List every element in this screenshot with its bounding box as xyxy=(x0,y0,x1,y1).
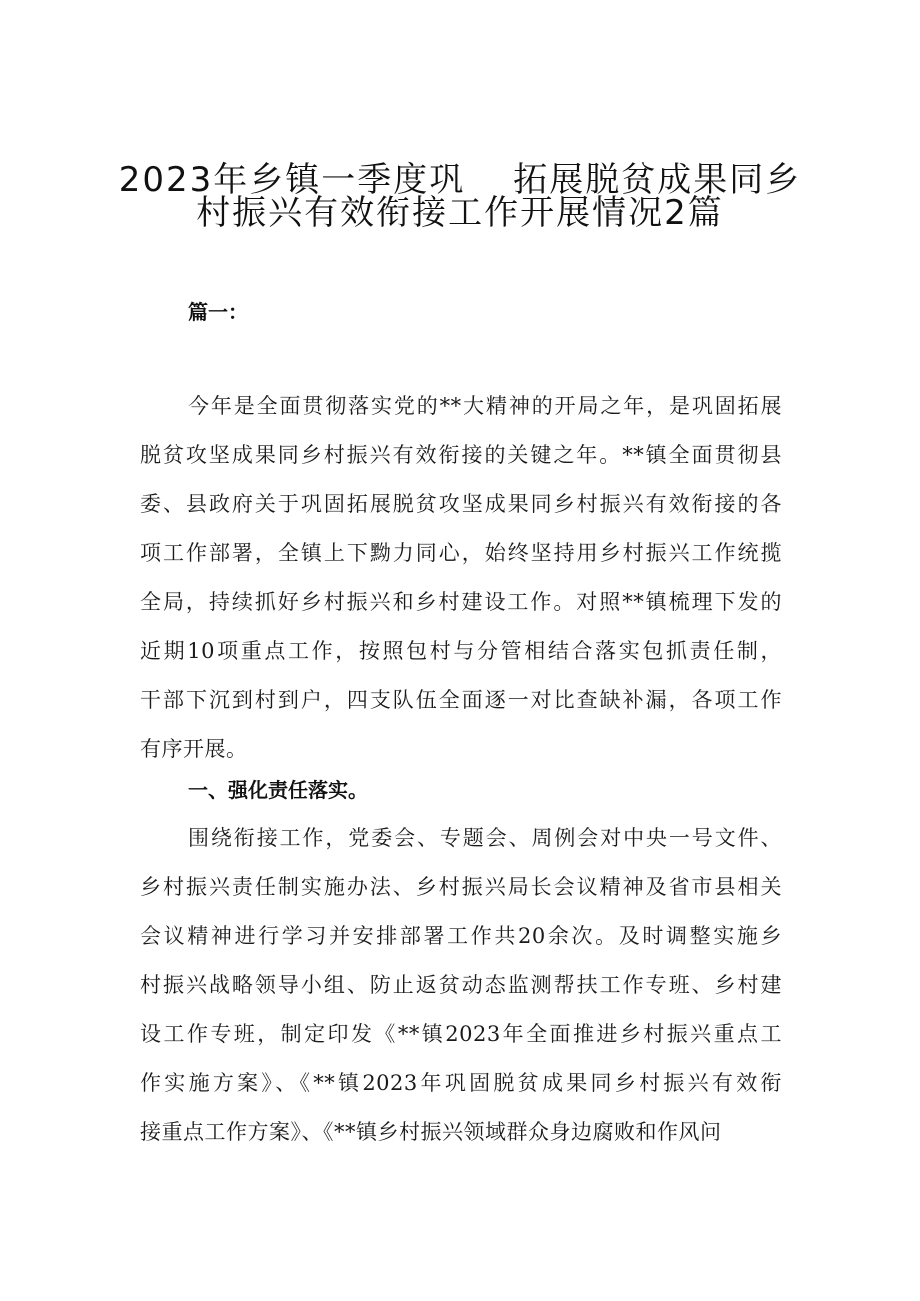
paragraph-line: 村振兴战略领导小组、防止返贫动态监测帮扶工作专班、乡村建 xyxy=(140,973,782,997)
paragraph-line: 干部下沉到村到户，四支队伍全面逐一对比查缺补漏，各项工作 xyxy=(140,688,782,712)
paragraph-line: 委、县政府关于巩固拓展脱贫攻坚成果同乡村振兴有效衔接的各 xyxy=(140,492,782,516)
title-part-a: 2023年乡镇一季度巩 xyxy=(118,160,466,200)
title-part-b: 拓展脱贫成果同乡 xyxy=(513,160,802,200)
paragraph-line: 项工作部署，全镇上下黝力同心，始终坚持用乡村振兴工作统揽 xyxy=(140,541,782,565)
paragraph-line: 近期10项重点工作，按照包村与分管相结合落实包抓责任制， xyxy=(140,639,782,663)
paragraph-line: 作实施方案》、《**镇2023年巩固脱贫成果同乡村振兴有效衔 xyxy=(140,1071,782,1095)
section-label: 篇一： xyxy=(188,300,248,324)
paragraph-line: 接重点工作方案》、《**镇乡村振兴领域群众身边腐败和作风问 xyxy=(140,1120,722,1144)
paragraph-line: 乡村振兴责任制实施办法、乡村振兴局长会议精神及省市县相关 xyxy=(140,875,782,899)
paragraph-line: 会议精神进行学习并安排部署工作共20余次。及时调整实施乡 xyxy=(140,924,782,948)
paragraph-line: 今年是全面贯彻落实党的**大精神的开局之年，是巩固拓展 xyxy=(188,394,782,418)
paragraph-line: 全局，持续抓好乡村振兴和乡村建设工作。对照**镇梳理下发的 xyxy=(140,590,782,614)
paragraph-line: 脱贫攻坚成果同乡村振兴有效衔接的关键之年。**镇全面贯彻县 xyxy=(140,443,782,467)
paragraph-line: 围绕衔接工作，党委会、专题会、周例会对中央一号文件、 xyxy=(188,826,782,850)
document-title-line-2: 村振兴有效衔接工作开展情况2篇 xyxy=(196,193,724,233)
paragraph-line: 有序开展。 xyxy=(140,737,248,761)
heading-1: 一、强化责任落实。 xyxy=(188,778,368,802)
paragraph-line: 设工作专班，制定印发《**镇2023年全面推进乡村振兴重点工 xyxy=(140,1022,782,1046)
